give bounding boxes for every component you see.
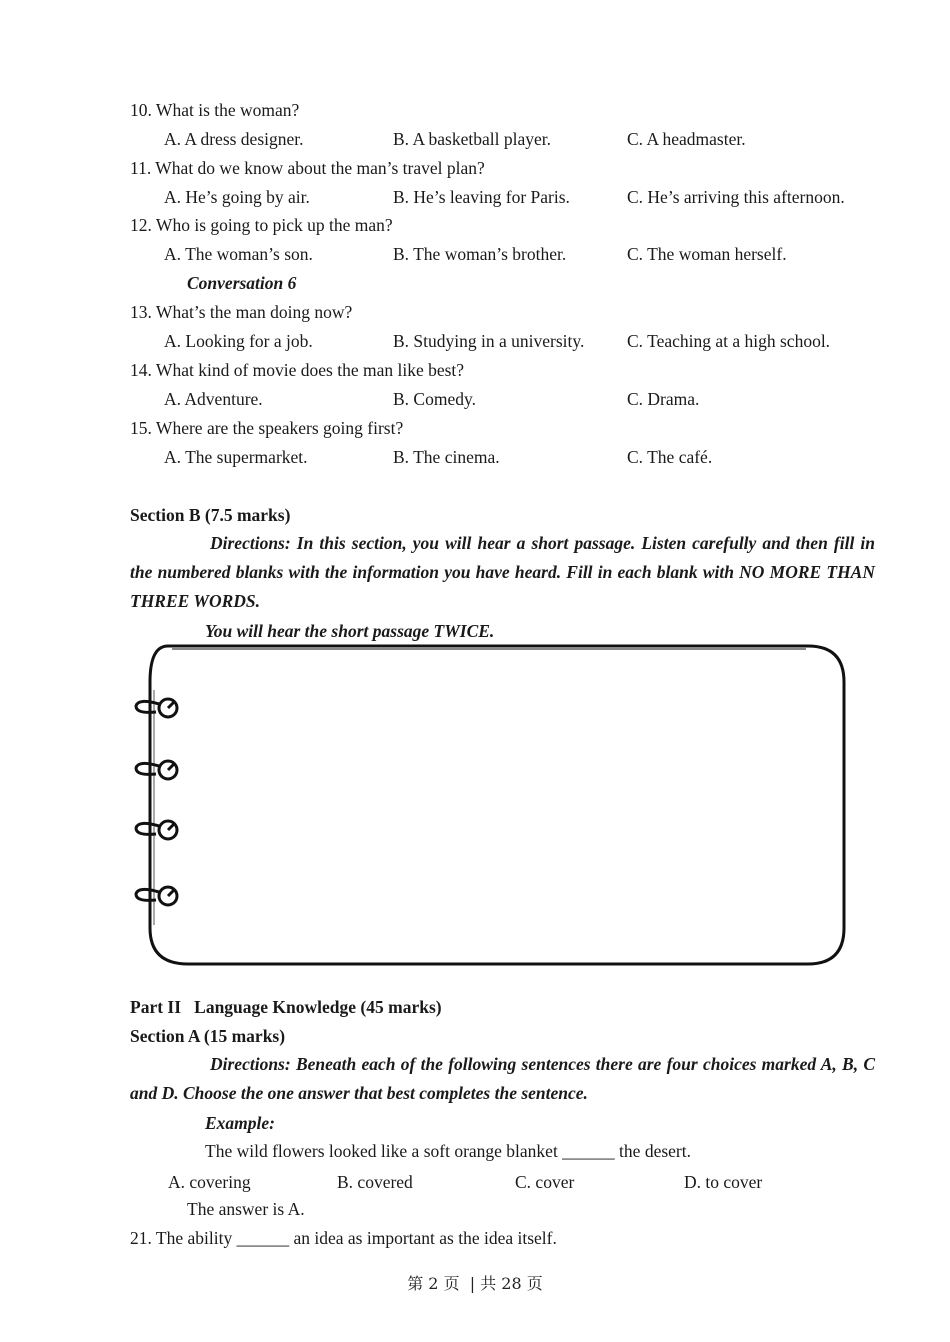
question-stem: 11. What do we know about the man’s travel plan?: [130, 158, 485, 178]
option-b: B. A basketball player.: [393, 129, 551, 149]
option-b: B. The woman’s brother.: [393, 244, 567, 264]
example-label: Example:: [205, 1113, 275, 1133]
example-option-c: C. cover: [515, 1172, 575, 1192]
directions-note: You will hear the short passage TWICE.: [205, 621, 495, 641]
example-answer: The answer is A.: [187, 1199, 305, 1219]
option-c: C. Drama.: [627, 389, 700, 409]
spiral-ring-icon: [136, 887, 177, 905]
option-b: B. Comedy.: [393, 389, 476, 409]
spiral-ring-icon: [136, 821, 177, 839]
page-footer: 第 2 页 | 共 28 页: [407, 1274, 543, 1293]
option-a: A. Adventure.: [164, 389, 263, 409]
conversation-heading: Conversation 6: [187, 273, 297, 293]
example-option-d: D. to cover: [684, 1172, 763, 1192]
question-stem: 13. What’s the man doing now?: [130, 302, 353, 322]
part-heading: Part II Language Knowledge (45 marks): [130, 997, 442, 1017]
option-a: A. The supermarket.: [164, 447, 308, 467]
option-b: B. Studying in a university.: [393, 331, 585, 351]
option-c: C. The café.: [627, 447, 713, 467]
option-a: A. The woman’s son.: [164, 244, 313, 264]
option-b: B. The cinema.: [393, 447, 500, 467]
section-heading: Section A (15 marks): [130, 1026, 286, 1046]
option-a: A. A dress designer.: [164, 129, 304, 149]
option-c: C. Teaching at a high school.: [627, 331, 831, 351]
question-stem: 12. Who is going to pick up the man?: [130, 215, 393, 235]
question-stem: 21. The ability ______ an idea as important as the idea itself.: [130, 1228, 557, 1248]
option-b: B. He’s leaving for Paris.: [393, 187, 570, 207]
question-stem: 10. What is the woman?: [130, 100, 300, 120]
example-option-b: B. covered: [337, 1172, 413, 1192]
option-a: A. He’s going by air.: [164, 187, 310, 207]
question-stem: 14. What kind of movie does the man like best?: [130, 360, 465, 380]
option-c: C. He’s arriving this afternoon.: [627, 187, 845, 207]
question-stem: 15. Where are the speakers going first?: [130, 418, 404, 438]
example-sentence: The wild flowers looked like a soft orange blanket ______ the desert.: [205, 1141, 691, 1161]
spiral-ring-icon: [136, 761, 177, 779]
option-c: C. The woman herself.: [627, 244, 787, 264]
option-a: A. Looking for a job.: [164, 331, 313, 351]
directions-text: Directions: Beneath each of the following sentences there are four choices marked A, B, C and D. Choose the one answer that best completes the sentence.: [130, 1054, 875, 1103]
section-heading: Section B (7.5 marks): [130, 505, 291, 525]
notebook-answer-box: [128, 640, 848, 970]
directions-text: Directions: In this section, you will hear a short passage. Listen carefully and then fill in the numbered blanks with the information you have heard. Fill in each blank with NO MORE THAN THREE WORDS.: [130, 533, 875, 611]
example-option-a: A. covering: [168, 1172, 251, 1192]
option-c: C. A headmaster.: [627, 129, 746, 149]
spiral-ring-icon: [136, 699, 177, 717]
